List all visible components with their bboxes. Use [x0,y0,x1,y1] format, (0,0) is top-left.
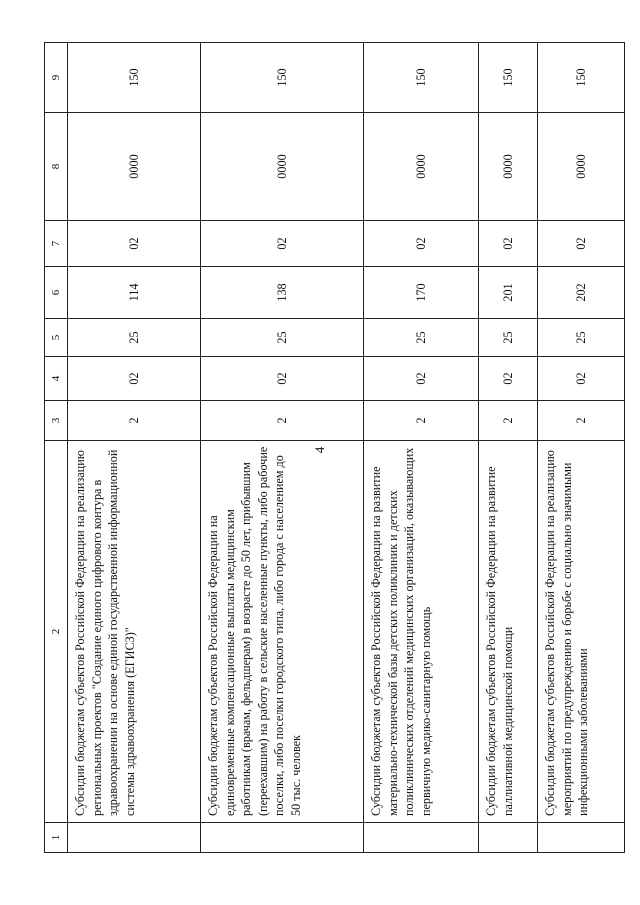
column-header: 3 [45,401,68,441]
code-cell: 02 [364,357,479,401]
code-cell: 25 [538,319,625,357]
code-cell: 150 [538,43,625,113]
code-cell: 0000 [479,113,538,221]
row-number-cell [201,823,364,853]
code-cell: 2 [538,401,625,441]
row-number-cell [538,823,625,853]
code-cell: 170 [364,267,479,319]
code-cell: 2 [201,401,364,441]
description-cell: Субсидии бюджетам субъектов Российской Федерации на реализацию мероприятий по предупреждению и борьбе с социально значимыми инфекционными заболеваниями [538,441,625,823]
code-cell: 25 [201,319,364,357]
code-cell: 02 [68,357,201,401]
code-cell: 150 [68,43,201,113]
row-number-cell [68,823,201,853]
code-cell: 0000 [68,113,201,221]
column-header: 1 [45,823,68,853]
table-row [364,43,479,853]
column-header: 7 [45,221,68,267]
code-cell: 150 [201,43,364,113]
column-header: 4 [45,357,68,401]
code-cell: 2 [364,401,479,441]
code-cell: 25 [479,319,538,357]
table-row [538,43,625,853]
code-cell: 02 [68,221,201,267]
code-cell: 02 [201,357,364,401]
code-cell: 202 [538,267,625,319]
table-header-row [45,43,68,853]
code-cell: 02 [479,221,538,267]
description-cell: Субсидии бюджетам субъектов Российской Федерации на единовременные компенсационные выплаты медицинским работникам (врачам, фельдшерам) в возрасте до 50 лет, прибывшим (переехавшим) на работу в сельские населенные пункты, либо рабочие поселки, либо поселки городского типа, либо города с населением до 50 тыс. человек [201,441,364,823]
column-header: 9 [45,43,68,113]
code-cell: 138 [201,267,364,319]
row-number-cell [479,823,538,853]
code-cell: 25 [364,319,479,357]
code-cell: 150 [364,43,479,113]
description-cell: Субсидии бюджетам субъектов Российской Федерации на развитие паллиативной медицинской помощи [479,441,538,823]
description-cell: Субсидии бюджетам субъектов Российской Федерации на развитие материально-технической базы детских поликлиник и детских поликлинических отделений медицинских организаций, оказывающих первичную медико-санитарную помощь [364,441,479,823]
code-cell: 02 [201,221,364,267]
code-cell: 25 [68,319,201,357]
column-header: 2 [45,441,68,823]
table-row [479,43,538,853]
code-cell: 114 [68,267,201,319]
code-cell: 201 [479,267,538,319]
column-header: 6 [45,267,68,319]
table-row [201,43,364,853]
code-cell: 0000 [538,113,625,221]
code-cell: 2 [479,401,538,441]
page-number: 4 [312,446,327,454]
code-cell: 02 [364,221,479,267]
table-row [68,43,201,853]
code-cell: 2 [68,401,201,441]
code-cell: 0000 [201,113,364,221]
row-number-cell [364,823,479,853]
description-cell: Субсидии бюджетам субъектов Российской Федерации на реализацию региональных проектов "Создание единого цифрового контура в здравоохранении на основе единой государственной информационной системы здравоохранения (ЕГИСЗ)" [68,441,201,823]
code-cell: 02 [538,221,625,267]
budget-classification-table [44,42,625,853]
code-cell: 02 [479,357,538,401]
code-cell: 150 [479,43,538,113]
column-header: 8 [45,113,68,221]
column-header: 5 [45,319,68,357]
code-cell: 02 [538,357,625,401]
code-cell: 0000 [364,113,479,221]
